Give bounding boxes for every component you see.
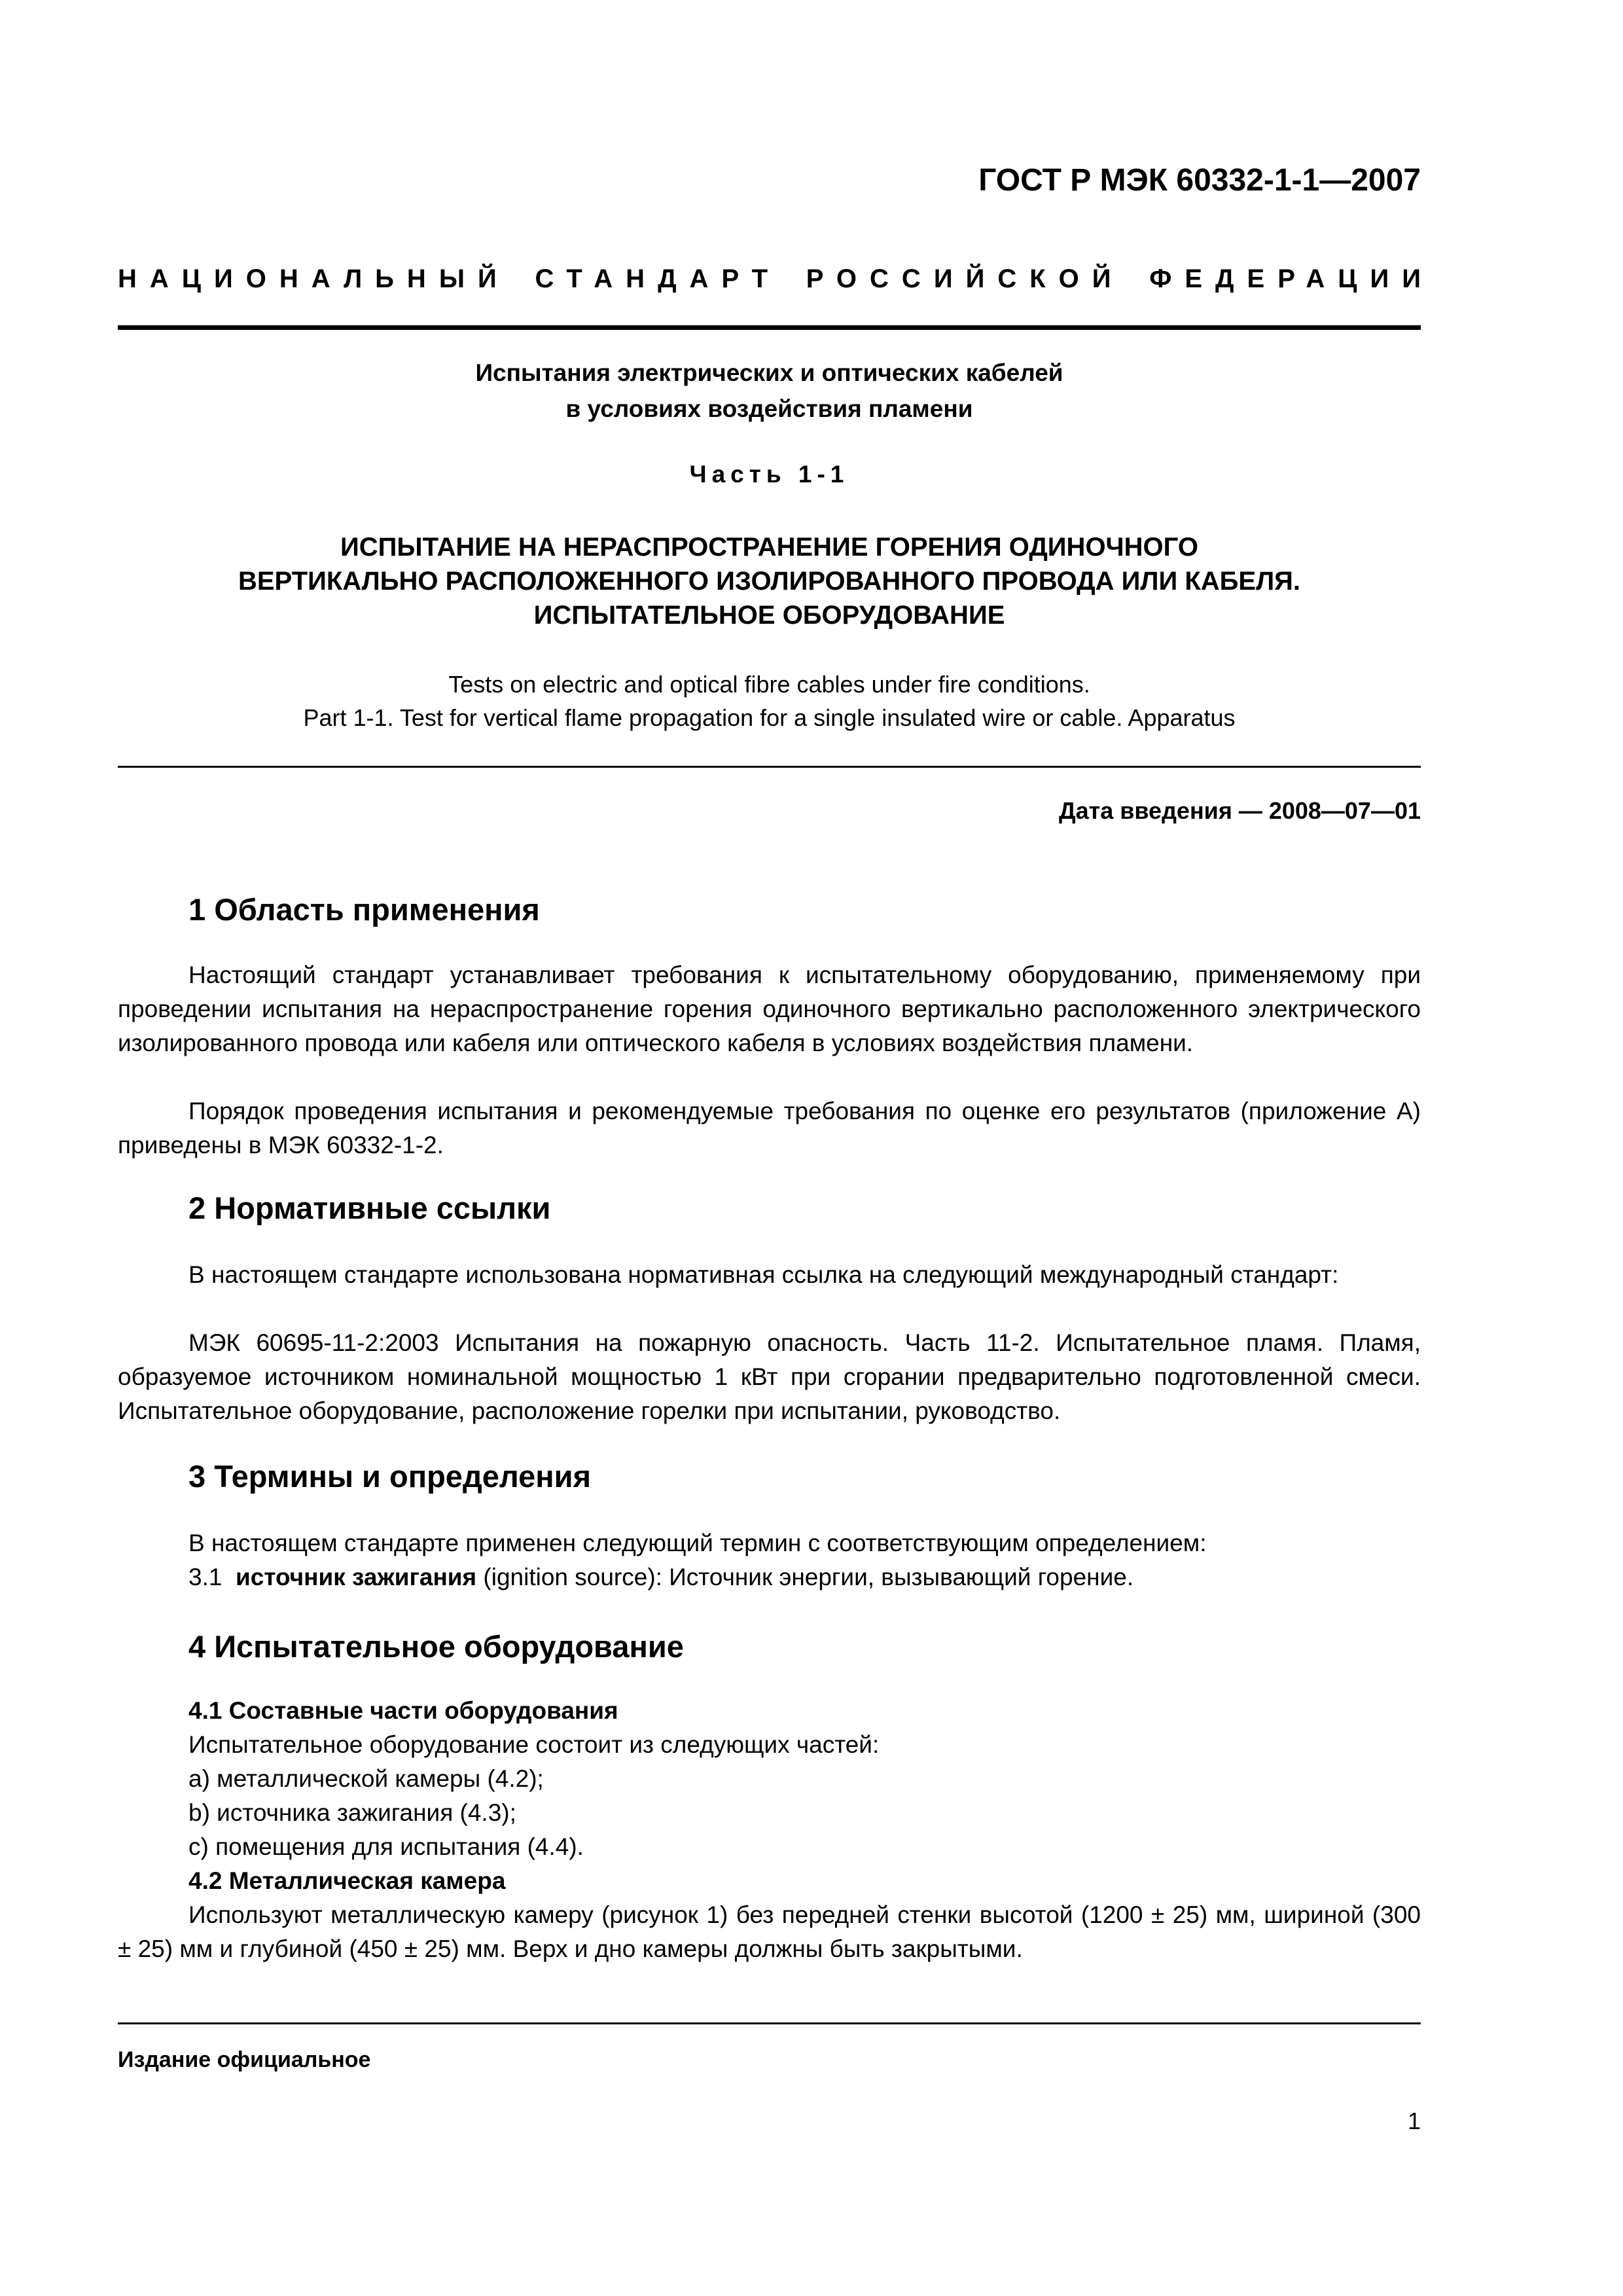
paragraph-text: В настоящем стандарте использована нормативная ссылка на следующий международный стандарт: [188, 1261, 1339, 1288]
edition-label: Издание официальное [118, 2047, 371, 2072]
paragraph [118, 958, 1421, 1060]
paragraph [118, 1326, 1421, 1428]
national-standard-banner [118, 264, 1434, 294]
introduction-date: Дата введения — 2008—07—01 [1058, 797, 1421, 824]
footer-rule [118, 2022, 1421, 2024]
term-text: (ignition source): Источник энергии, вызывающий горение. [476, 1564, 1134, 1590]
paragraph-text: Испытательное оборудование состоит из следующих частей: [188, 1731, 880, 1758]
part-title-line: ВЕРТИКАЛЬНО РАСПОЛОЖЕННОГО ИЗОЛИРОВАННОГО ПРОВОДА ИЛИ КАБЕЛЯ. [238, 567, 1301, 596]
header-rule [118, 325, 1421, 330]
paragraph [118, 1094, 1421, 1162]
section-heading-scope: 1 Область применения [188, 892, 540, 927]
paragraph-text: Используют металлическую камеру (рисунок 1) без передней стенки высотой (1200 ± 25) мм, шириной (300 ± 25) мм и глубиной (450 ± 25) мм. Верх и дно камеры должны быть закрытыми. [118, 1901, 1421, 1962]
english-title-line: Tests on electric and optical fibre cables under fire conditions. [448, 671, 1090, 698]
paragraph-text: МЭК 60695-11-2:2003 Испытания на пожарную опасность. Часть 11-2. Испытательное пламя. Пламя, образуемое источником номинальной мощностью 1 кВт при сгорании предварительно подготовленной смеси. Испытательное оборудование, расположение горелки при испытании, руководство. [118, 1329, 1421, 1424]
banner-word: РОССИЙСКОЙ [806, 264, 1124, 293]
page-number: 1 [1407, 2108, 1421, 2134]
part-title-line: ИСПЫТАНИЕ НА НЕРАСПРОСТРАНЕНИЕ ГОРЕНИЯ ОДИНОЧНОГО [340, 533, 1198, 562]
english-title-line: Part 1-1. Test for vertical flame propagation for a single insulated wire or cable. Apparatus [303, 704, 1236, 731]
part-title [118, 530, 1421, 632]
section-heading-apparatus: 4 Испытательное оборудование [188, 1629, 684, 1664]
title-line: Испытания электрических и оптических кабелей [475, 359, 1063, 386]
paragraph [118, 1258, 1421, 1292]
banner-word: НАЦИОНАЛЬНЫЙ [118, 264, 510, 293]
part-label: Часть 1-1 [689, 461, 849, 488]
paragraph-text: Настоящий стандарт устанавливает требования к испытательному оборудованию, применяемому при проведении испытания на нераспространение горения одиночного вертикально расположенного электрического изолированного провода или кабеля или оптического кабеля в условиях воздействия пламени. [118, 961, 1421, 1056]
list-item: a) металлической камеры (4.2); [188, 1765, 544, 1792]
list-item: b) источника зажигания (4.3); [188, 1799, 516, 1826]
title-line: в условиях воздействия пламени [565, 395, 973, 422]
term-definition [188, 1560, 1133, 1594]
part-title-line: ИСПЫТАТЕЛЬНОЕ ОБОРУДОВАНИЕ [533, 601, 1005, 630]
term: источник зажигания [236, 1564, 477, 1590]
section-heading-references: 2 Нормативные ссылки [188, 1191, 551, 1225]
english-title [118, 668, 1421, 734]
standard-number: ГОСТ Р МЭК 60332-1-1—2007 [978, 163, 1421, 198]
paragraph [118, 1898, 1421, 1966]
banner-word: ФЕДЕРАЦИИ [1149, 264, 1434, 293]
banner-word: СТАНДАРТ [535, 264, 781, 293]
title-rule [118, 766, 1421, 768]
section-heading-terms: 3 Термины и определения [188, 1459, 591, 1494]
document-title [118, 355, 1421, 427]
subsection-heading: 4.2 Металлическая камера [188, 1867, 506, 1894]
paragraph-text: В настоящем стандарте применен следующий термин с соответствующим определением: [188, 1530, 1207, 1556]
term-number: 3.1 [188, 1564, 223, 1590]
subsection-heading: 4.1 Составные части оборудования [188, 1697, 618, 1724]
paragraph-text: Порядок проведения испытания и рекомендуемые требования по оценке его результатов (приложение А) приведены в МЭК 60332-1-2. [118, 1098, 1421, 1158]
list-item: c) помещения для испытания (4.4). [188, 1833, 584, 1860]
